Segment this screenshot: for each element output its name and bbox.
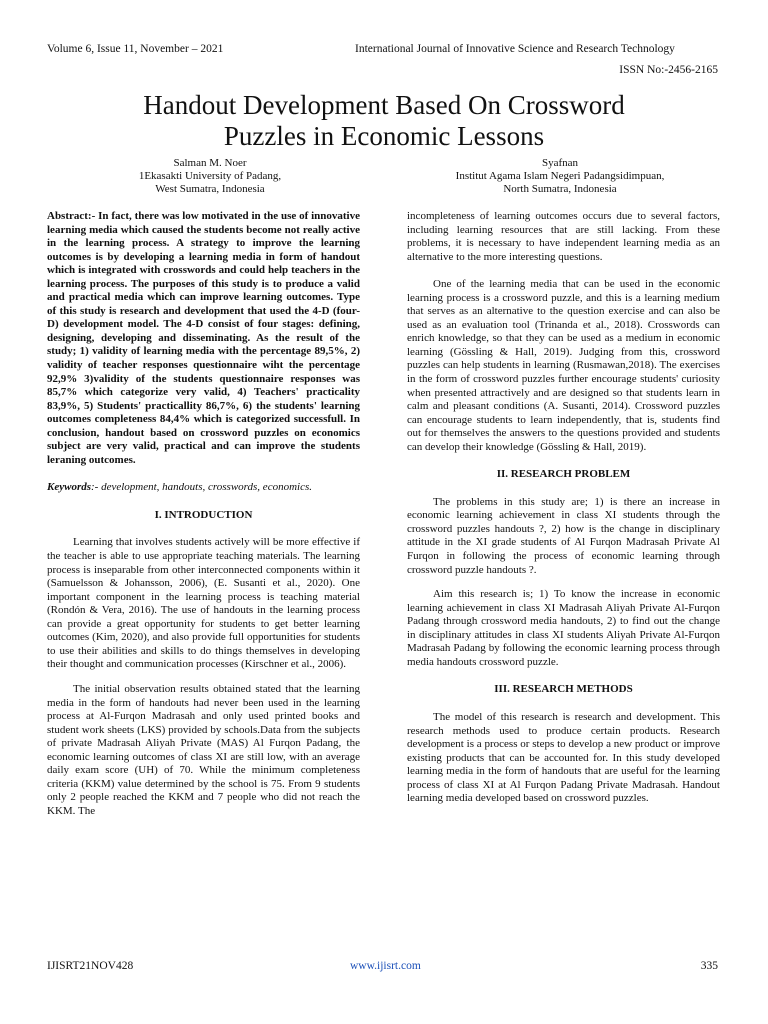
article-code: IJISRT21NOV428	[47, 960, 134, 972]
author-2	[420, 157, 700, 196]
journal-url-link[interactable]: www.ijisrt.com	[350, 960, 421, 972]
problem-paragraph-1: The problems in this study are; 1) is there an increase in economic learning achievement in class XI students through the crossword puzzles handouts ?, 2) how is the change in disciplinary attitude in the XI grade students of Al Furqon Madrasah Private Al Furqon in following the process of economic learning through crossword puzzle handouts ?.	[407, 495, 720, 576]
left-column	[47, 210, 360, 818]
right-column	[407, 210, 720, 806]
author-1-affil-1: 1Ekasakti University of Padang,	[138, 170, 282, 182]
volume-info: Volume 6, Issue 11, November – 2021	[47, 43, 224, 55]
paper-title	[0, 90, 768, 152]
title-line-1: Handout Development Based On Crossword	[143, 90, 625, 120]
problem-paragraph-2: Aim this research is; 1) To know the increase in economic learning achievement in class XI Madrasah Aliyah Private Al-Furqon Padang through crossword media handouts, 2) to find out the change in disciplinary attitudes in class XI students Aliyah Private Al-Furqon Madrasah Padang by following the economic learning process through media handouts crossword puzzle.	[407, 588, 720, 668]
keywords	[47, 481, 360, 495]
journal-name: International Journal of Innovative Science and Research Technology	[355, 43, 675, 55]
keywords-text: :- development, handouts, crosswords, economics.	[91, 481, 312, 494]
issn: ISSN No:-2456-2165	[619, 64, 718, 76]
author-2-affil-2: North Sumatra, Indonesia	[503, 183, 617, 195]
right-paragraph-1: One of the learning media that can be used in the economic learning process is a crossword puzzle, and this is a learning medium that serves as an alternative to the question exercise and can also be used as an evaluation tool (Trinanda et al., 2018). Crosswords can enrich knowledge, so that they can be used as a medium in economic learning (Gössling & Hall, 2019). Judging from this, crossword puzzles can help students in learning (Rusmawan,2018). The exercises in the form of crossword puzzles further encourage students' curiosity when presented attractively and are designed so that students learn in calm and pleasant conditions (A. Susanti, 2014). Crossword puzzles can encourage students to learn independently, that is, students find out for themselves the answers to the questions provided and students can develop their knowledge (Gössling & Hall, 2019).	[407, 278, 720, 453]
author-2-name: Syafnan	[541, 157, 579, 169]
methods-paragraph-1: The model of this research is research and development. This research methods used to produce certain products. Research development is a process or steps to develop a new product or improve existing products that can be accounted for. In this study developed learning media in the form of handouts that are useful for the learning process of class XI at Al Furqon Padang Private Madrasah. Handout learning media developed based on crossword puzzles.	[407, 710, 720, 805]
section-heading-introduction: I. INTRODUCTION	[154, 508, 253, 521]
section-heading-research-methods: III. RESEARCH METHODS	[494, 683, 633, 696]
section-heading-research-problem: II. RESEARCH PROBLEM	[496, 468, 631, 481]
page-number: 335	[700, 960, 718, 972]
author-1	[95, 157, 325, 196]
author-1-name: Salman M. Noer	[173, 157, 247, 169]
right-paragraph-0: incompleteness of learning outcomes occurs due to several factors, including learning resources that are still lacking. From these problems, it is necessary to have independent learning media as an alternative to the more interesting questions.	[407, 210, 720, 263]
keywords-label: Keywords	[47, 481, 91, 494]
intro-paragraph-1: Learning that involves students actively will be more effective if the teacher is able to use appropriate teaching materials. The learning process is inseparable from other interconnected components within it (Samuelsson & Johansson, 2006), (E. Susanti et al., 2020). One important component in the learning process is teaching material (Rondón & Vera, 2016). The use of handouts in the learning process can provide a great opportunity for students to get better learning outcomes (Kim, 2020), and also provide full opportunities for students to use their abilities and skills to do things themselves in developing their thought and communication processes (Kirschner et al., 2006).	[47, 536, 360, 671]
title-line-2: Puzzles in Economic Lessons	[223, 121, 545, 151]
abstract: Abstract:- In fact, there was low motivated in the use of innovative learning media which caused the students become not really active in the learning process. A strategy to improve the learning outcomes is by developing a learning media in form of handout which is integrated with crosswords and could help teachers in the learning process. The purposes of this study is to produce a valid and practical media which can improve learning outcomes. Type of this study is research and development that used the 4-D (four-D) development model. The 4-D consist of four stages: defining, designing, developing and disseminating. As the result of the study; 1) validity of learning media with the percentage 89,5%, 2) validity of teacher responses questionnaire wiht the percentage 92,9% 3)validity of the students questionnaire responses was 85,7% which categorize very valid, 4) Teachers' practicality 83,9%, 5) Students' practicallity 86,7%, 6) the students' learning outcomes completeness 84,4% which is categorized successfull. In conclusion, handout based on crossword puzzles on economics subject are very valid, practical and can improve the students leraning outcomes.	[47, 210, 360, 466]
author-2-affil-1: Institut Agama Islam Negeri Padangsidimpuan,	[455, 170, 665, 182]
intro-paragraph-2: The initial observation results obtained stated that the learning media in the form of handouts had never been used in the learning process at Al-Furqon Madrasah and only used printed books and student work sheets (LKS) provided by schools.Data from the subjects of private Madrasah Aliyah Private (MAS) Al Furqon Padang, the economic learning outcomes of class XI are still low, with an average daily exam score (UH) of 70. While the minimum completeness criteria (KKM) value determined by the school is 75. From 9 students only 2 people reached the KKM and 7 people who did not reach the KKM. The	[47, 682, 360, 817]
author-1-affil-2: West Sumatra, Indonesia	[155, 183, 265, 195]
